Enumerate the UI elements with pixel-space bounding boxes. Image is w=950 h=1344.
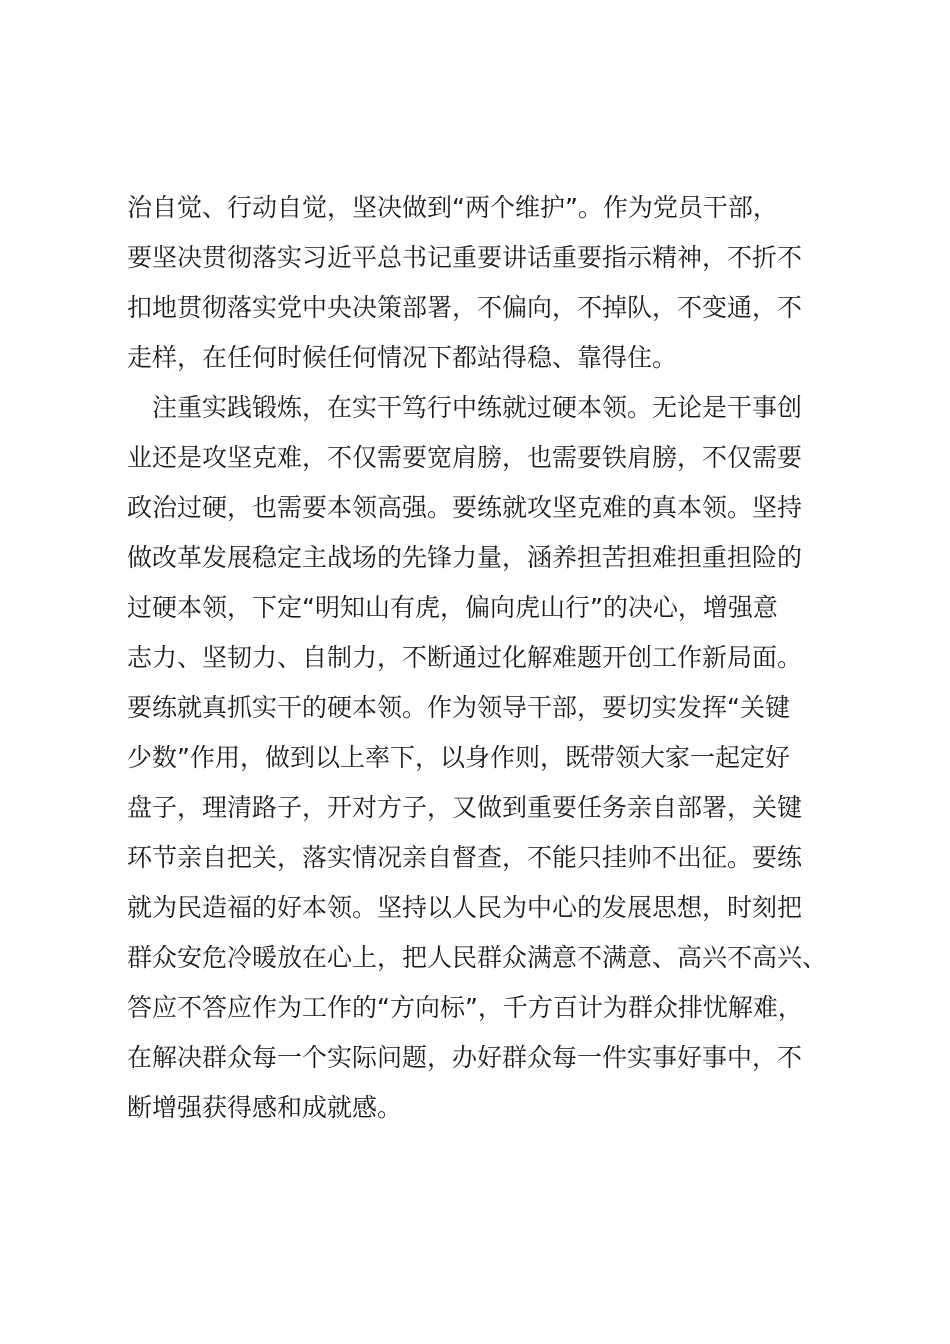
text-line: 业还是攻坚克难，不仅需要宽肩膀，也需要铁肩膀，不仅需要 — [127, 443, 803, 472]
text-line: 断增强获得感和成就感。 — [127, 1093, 403, 1122]
paragraph-start-line: 注重实践锻炼，在实干笃行中练就过硬本领。无论是干事创 — [127, 393, 803, 422]
body-text — [127, 183, 827, 1133]
text-line: 做改革发展稳定主战场的先锋力量，涵养担苦担难担重担险的 — [127, 543, 803, 572]
text-line: 政治过硬，也需要本领高强。要练就攻坚克难的真本领。坚持 — [127, 493, 803, 522]
text-line: 在解决群众每一个实际问题，办好群众每一件实事好事中，不 — [127, 1043, 803, 1072]
text-line: 答应不答应作为工作的“方向标”，千方百计为群众排忧解难， — [127, 993, 803, 1022]
text-line: 要坚决贯彻落实习近平总书记重要讲话重要指示精神，不折不 — [127, 243, 803, 272]
text-line: 盘子，理清路子，开对方子，又做到重要任务亲自部署，关键 — [127, 793, 803, 822]
text-line: 群众安危冷暖放在心上，把人民群众满意不满意、高兴不高兴、 — [127, 943, 828, 972]
text-line: 少数”作用，做到以上率下，以身作则，既带领大家一起定好 — [127, 743, 790, 772]
text-line: 治自觉、行动自觉，坚决做到“两个维护”。作为党员干部， — [127, 193, 778, 222]
text-line: 要练就真抓实干的硬本领。作为领导干部，要切实发挥“关键 — [127, 693, 790, 722]
text-line: 走样，在任何时候任何情况下都站得稳、靠得住。 — [127, 343, 678, 372]
text-line: 就为民造福的好本领。坚持以人民为中心的发展思想，时刻把 — [127, 893, 803, 922]
text-line: 过硬本领，下定“明知山有虎，偏向虎山行”的决心，增强意 — [127, 593, 778, 622]
text-line: 扣地贯彻落实党中央决策部署，不偏向，不掉队，不变通，不 — [127, 293, 803, 322]
text-line: 志力、坚韧力、自制力，不断通过化解难题开创工作新局面。 — [127, 643, 803, 672]
text-line: 环节亲自把关，落实情况亲自督查，不能只挂帅不出征。要练 — [127, 843, 803, 872]
